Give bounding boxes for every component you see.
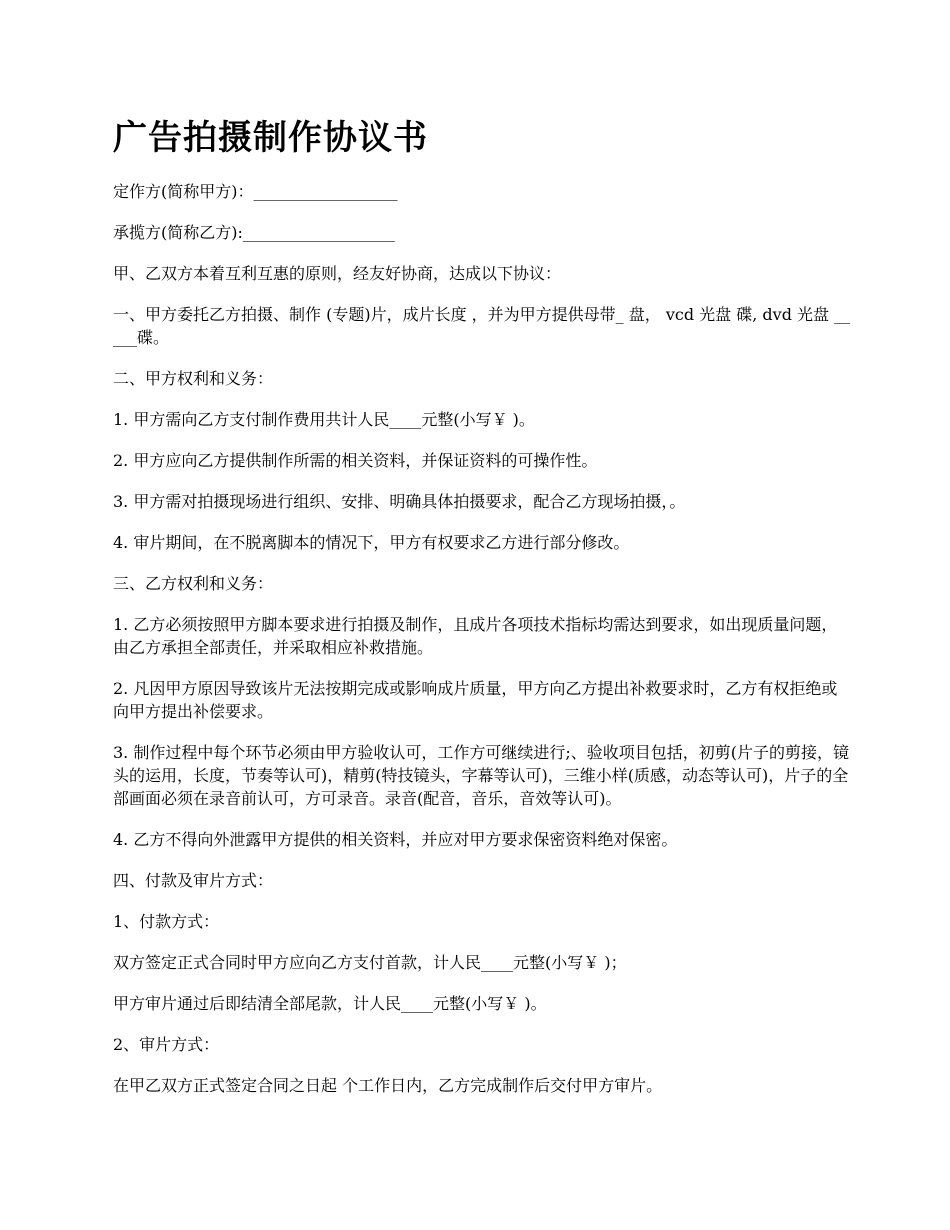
party-b-clause-2: 2. 凡因甲方原因导致该片无法按期完成或影响成片质量，甲方向乙方提出补救要求时，乙方有权拒绝或向甲方提出补偿要求。 [113, 679, 838, 721]
final-payment-clause: 甲方审片通过后即结清全部尾款，计人民____元整(小写￥ )。 [113, 994, 547, 1013]
document-page [113, 118, 853, 1115]
party-a-line: 定作方(简称甲方)：__________________ [113, 182, 398, 201]
party-a-clause-2: 2. 甲方应向乙方提供制作所需的相关资料，并保证资料的可操作性。 [113, 451, 598, 470]
party-b-clause-3: 3. 制作过程中每个环节必须由甲方验收认可，工作方可继续进行;、验收项目包括，初剪(片子的剪接，镜头的运用，长度，节奏等认可)，精剪(特技镜头，字幕等认可)，三维小样(质感，动态等认可)，片子的全部画面必须在录音前认可，方可录音。录音(配音，音乐，音效等认可)。 [113, 743, 849, 808]
party-b-clause-1: 1. 乙方必须按照甲方脚本要求进行拍摄及制作，且成片各项技术指标均需达到要求，如出现质量问题，由乙方承担全部责任，并采取相应补救措施。 [113, 615, 838, 657]
review-method-clause: 在甲乙双方正式签定合同之日起 个工作日内，乙方完成制作后交付甲方审片。 [113, 1076, 663, 1095]
section-three-heading: 三、乙方权利和义务： [113, 574, 274, 593]
party-b-clause-4: 4. 乙方不得向外泄露甲方提供的相关资料，并应对甲方要求保密资料绝对保密。 [113, 830, 678, 849]
section-one: 一、甲方委托乙方拍摄、制作 (专题)片，成片长度 ，并为甲方提供母带_ 盘， vcd 光盘 碟, dvd 光盘 _____碟。 [113, 305, 851, 347]
agreement-intro: 甲、乙双方本着互利互惠的原则，经友好协商，达成以下协议： [113, 264, 562, 283]
party-b-line: 承揽方(简称乙方):___________________ [113, 223, 395, 242]
party-a-clause-1: 1. 甲方需向乙方支付制作费用共计人民____元整(小写￥ )。 [113, 410, 535, 429]
payment-method-heading: 1、付款方式： [113, 912, 220, 931]
party-a-clause-3: 3. 甲方需对拍摄现场进行组织、安排、明确具体拍摄要求，配合乙方现场拍摄，。 [113, 492, 686, 511]
first-payment-clause: 双方签定正式合同时甲方应向乙方支付首款，计人民____元整(小写￥ )； [113, 953, 627, 972]
document-title: 广告拍摄制作协议书 [113, 118, 428, 158]
section-two-heading: 二、甲方权利和义务： [113, 369, 274, 388]
party-a-clause-4: 4. 审片期间，在不脱离脚本的情况下，甲方有权要求乙方进行部分修改。 [113, 533, 630, 552]
section-four-heading: 四、付款及审片方式： [113, 871, 274, 890]
review-method-heading: 2、审片方式： [113, 1035, 220, 1054]
